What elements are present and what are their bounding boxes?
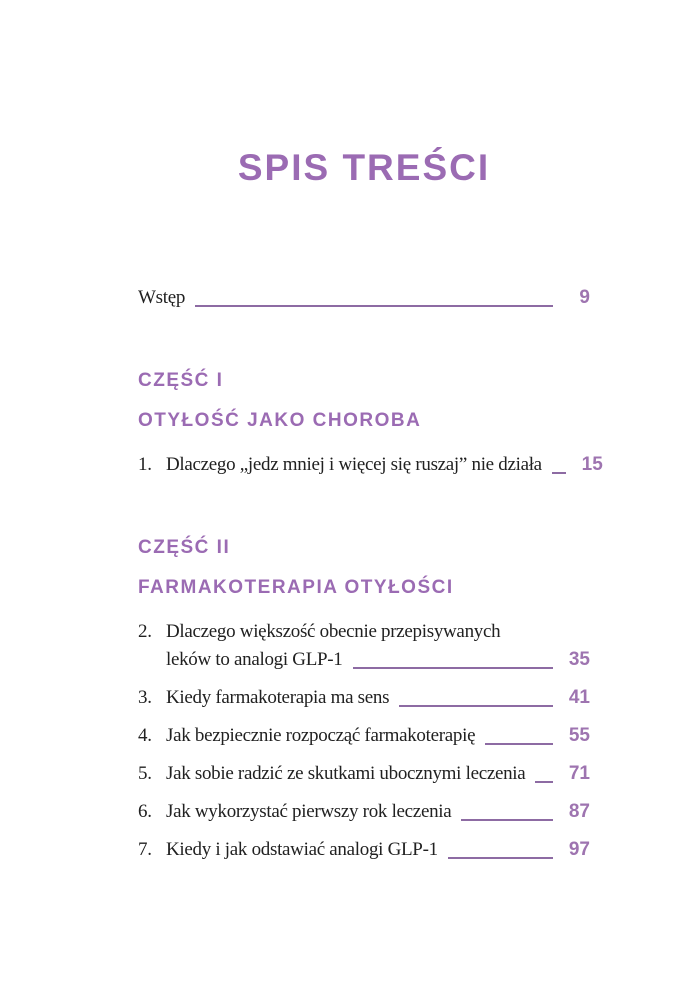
toc-section <box>138 368 603 479</box>
page-number: 35 <box>568 649 590 670</box>
entry-number: 4. <box>138 725 152 746</box>
page-number: 9 <box>579 287 590 308</box>
leader-line <box>448 857 553 859</box>
entry-text: Wstęp <box>138 287 186 308</box>
table-of-contents <box>138 368 603 864</box>
page-number: 15 <box>581 454 603 475</box>
page-number: 41 <box>568 687 590 708</box>
content-column <box>0 146 683 864</box>
entry-text: Kiedy farmakoterapia ma sens <box>166 687 390 708</box>
entry-line <box>138 284 590 312</box>
entry-body <box>166 451 603 479</box>
toc-entry <box>138 722 590 750</box>
entry-number: 7. <box>138 839 152 860</box>
entry-number: 6. <box>138 801 152 822</box>
leader-line <box>485 743 553 745</box>
entry-number: 3. <box>138 687 152 708</box>
entry-line <box>166 760 590 788</box>
entry-body <box>166 684 590 712</box>
entry-line <box>166 798 590 826</box>
entry-body <box>138 284 590 312</box>
entry-text: Kiedy i jak odstawiać analogi GLP-1 <box>166 839 438 860</box>
toc-entry <box>138 836 590 864</box>
leader-line <box>353 667 553 669</box>
section-part-title: OTYŁOŚĆ JAKO CHOROBA <box>138 410 422 431</box>
entry-line <box>166 722 590 750</box>
entry-line <box>166 684 590 712</box>
page-number: 55 <box>568 725 590 746</box>
section-entries <box>138 618 590 864</box>
toc-entry <box>138 798 590 826</box>
section-part-label: CZĘŚĆ II <box>138 537 231 558</box>
toc-entry <box>138 284 590 312</box>
page-number: 97 <box>568 839 590 860</box>
toc-entry <box>138 684 590 712</box>
leader-line <box>399 705 553 707</box>
toc-entry <box>138 760 590 788</box>
entry-line <box>166 618 590 646</box>
page-number: 87 <box>568 801 590 822</box>
entry-body <box>166 722 590 750</box>
entry-number: 5. <box>138 763 152 784</box>
entry-line <box>166 836 590 864</box>
toc-front-matter <box>138 284 590 312</box>
entry-line <box>166 451 603 479</box>
entry-text: Jak sobie radzić ze skutkami ubocznymi leczenia <box>166 763 526 784</box>
section-entries <box>138 451 603 479</box>
toc-section <box>138 535 590 864</box>
entry-body <box>166 836 590 864</box>
leader-line <box>461 819 553 821</box>
entry-number: 1. <box>138 454 152 475</box>
leader-line <box>195 305 553 307</box>
toc-entry <box>138 451 603 479</box>
entry-number: 2. <box>138 621 152 642</box>
toc-entry <box>138 618 590 674</box>
entry-text: Dlaczego większość obecnie przepisywanych <box>166 621 501 642</box>
section-part-title: FARMAKOTERAPIA OTYŁOŚCI <box>138 577 454 598</box>
entry-text: leków to analogi GLP-1 <box>166 649 343 670</box>
leader-line <box>552 472 566 474</box>
entry-text: Jak bezpiecznie rozpocząć farmakoterapię <box>166 725 476 746</box>
page-number: 71 <box>568 763 590 784</box>
leader-line <box>535 781 553 783</box>
entry-line <box>166 646 590 674</box>
entry-body <box>166 760 590 788</box>
entry-text: Jak wykorzystać pierwszy rok leczenia <box>166 801 452 822</box>
page-title: SPIS TREŚCI <box>237 147 491 188</box>
section-part-label: CZĘŚĆ I <box>138 370 224 391</box>
entry-body <box>166 618 590 674</box>
entry-text: Dlaczego „jedz mniej i więcej się ruszaj” nie działa <box>166 454 542 475</box>
entry-body <box>166 798 590 826</box>
